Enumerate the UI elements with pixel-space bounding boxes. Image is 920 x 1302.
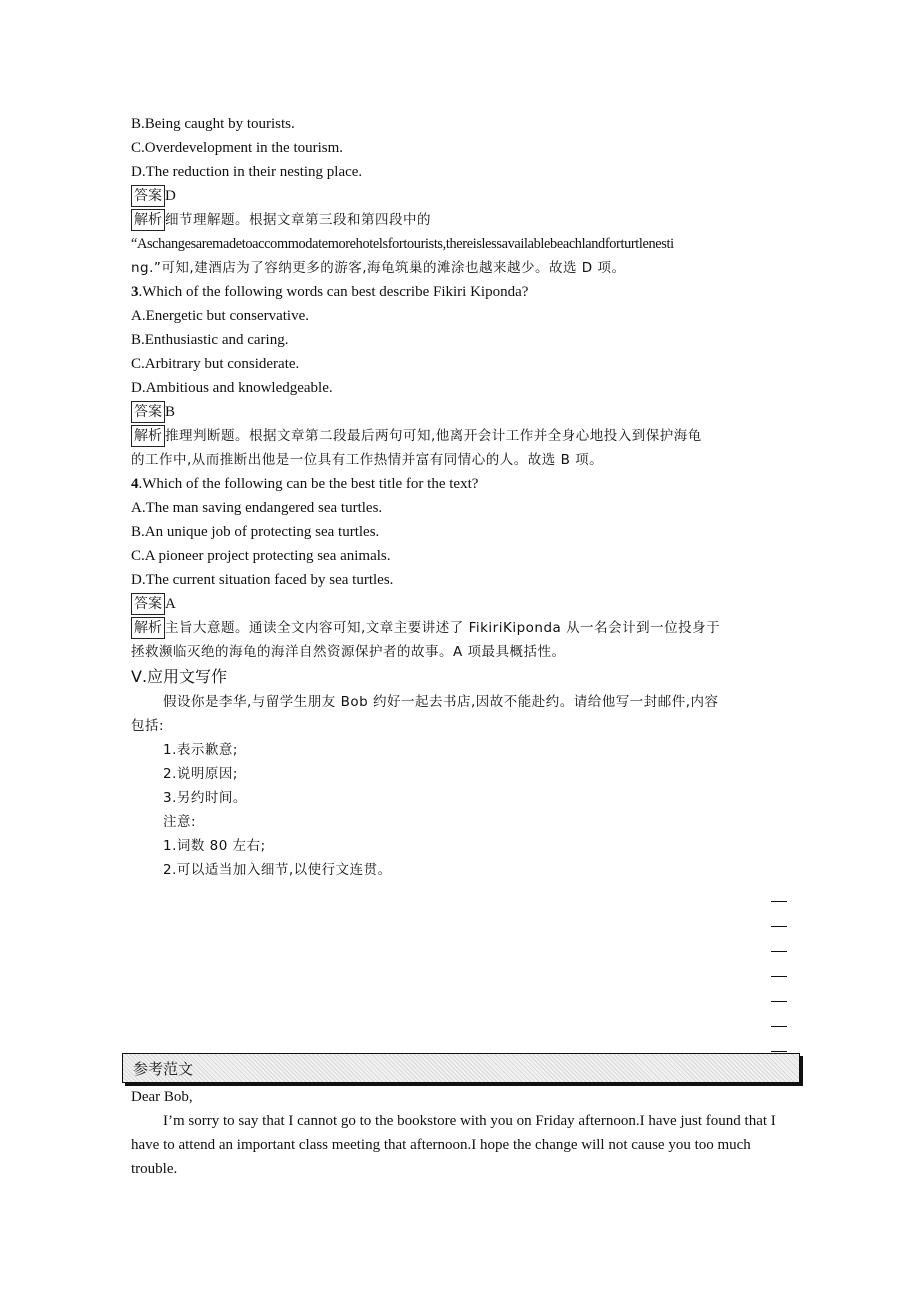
q4-option-c: C.A pioneer project protecting sea animals. (131, 548, 391, 564)
prompt-point-2: 2.说明原因; (163, 766, 238, 782)
analysis-text: 主旨大意题。通读全文内容可知,文章主要讲述了 FikiriKiponda 从一名会计到一位投身于 (165, 620, 721, 636)
note-2: 2.可以适当加入细节,以使行文连贯。 (163, 862, 392, 878)
blank-line (771, 1001, 787, 1026)
q4-analysis-line2: 拯救濒临灭绝的海龟的海洋自然资源保护者的故事。A 项最具概括性。 (131, 644, 566, 660)
writing-prompt: 假设你是李华,与留学生朋友 Bob 约好一起去书店,因故不能赴约。请给他写一封邮件,内容 (163, 694, 719, 710)
analysis-text: 推理判断题。根据文章第二段最后两句可知,他离开会计工作并全身心地投入到保护海龟 (165, 428, 702, 444)
question-text: .Which of the following can be the best title for the text? (138, 476, 479, 492)
blank-line (771, 976, 787, 1001)
note-title: 注意: (163, 814, 197, 830)
letter-paragraph: I’m sorry to say that I cannot go to the bookstore with you on Friday afternoon.I have just found that I have to attend an important class meeting that afternoon.I hope the change will not cause you too much trouble. (131, 1113, 776, 1177)
section-title: Ⅴ.应用文写作 (131, 667, 228, 686)
q4-option-a: A.The man saving endangered sea turtles. (131, 500, 383, 516)
question-text: .Which of the following words can best describe Fikiri Kiponda? (138, 284, 529, 300)
q3-option-a: A.Energetic but conservative. (131, 308, 309, 324)
q2-answer (131, 184, 791, 208)
q2-analysis-quote: “Aschangesaremadetoaccommodatemorehotelsfortourists,thereislessavailablebeachlandforturtlenesti (131, 236, 674, 252)
answer-value: D (165, 188, 176, 204)
q4-answer (131, 592, 791, 616)
exercise-content (131, 112, 791, 882)
q3-option-d: D.Ambitious and knowledgeable. (131, 380, 333, 396)
q2-option-b: B.Being caught by tourists. (131, 116, 295, 132)
analysis-text: 细节理解题。根据文章第三段和第四段中的 (165, 212, 431, 228)
analysis-tag: 解析 (131, 425, 165, 447)
q2-option-d: D.The reduction in their nesting place. (131, 164, 363, 180)
prompt-point-1: 1.表示歉意; (163, 742, 238, 758)
question-number: 3 (131, 284, 139, 300)
answer-value: B (165, 404, 176, 420)
blank-line (771, 1026, 787, 1051)
question-number: 4 (131, 476, 139, 492)
analysis-tag: 解析 (131, 209, 165, 231)
answer-tag: 答案 (131, 185, 165, 207)
q3-option-c: C.Arbitrary but considerate. (131, 356, 300, 372)
q3-answer (131, 400, 791, 424)
q3-analysis-line2: 的工作中,从而推断出他是一位具有工作热情并富有同情心的人。故选 B 项。 (131, 452, 604, 468)
prompt-point-3: 3.另约时间。 (163, 790, 247, 806)
note-1: 1.词数 80 左右; (163, 838, 266, 854)
q4-question (131, 472, 791, 496)
q4-analysis (131, 616, 791, 640)
q3-question (131, 280, 791, 304)
q4-option-d: D.The current situation faced by sea turtles. (131, 572, 394, 588)
answer-blank-lines (771, 901, 791, 1076)
sample-letter (131, 1085, 791, 1181)
q4-option-b: B.An unique job of protecting sea turtles. (131, 524, 380, 540)
reference-header (122, 1053, 800, 1083)
q3-analysis (131, 424, 791, 448)
reference-title: 参考范文 (133, 1060, 194, 1078)
q2-option-c: C.Overdevelopment in the tourism. (131, 140, 344, 156)
answer-value: A (165, 596, 176, 612)
writing-prompt-cont: 包括: (131, 718, 165, 734)
blank-line (771, 926, 787, 951)
q2-analysis (131, 208, 791, 232)
letter-salutation: Dear Bob, (131, 1089, 193, 1105)
answer-tag: 答案 (131, 593, 165, 615)
q3-option-b: B.Enthusiastic and caring. (131, 332, 289, 348)
blank-line (771, 951, 787, 976)
blank-line (771, 901, 787, 926)
answer-tag: 答案 (131, 401, 165, 423)
q2-analysis-conclusion: ng.”可知,建酒店为了容纳更多的游客,海龟筑巢的滩涂也越来越少。故选 D 项。 (131, 260, 626, 276)
analysis-tag: 解析 (131, 617, 165, 639)
